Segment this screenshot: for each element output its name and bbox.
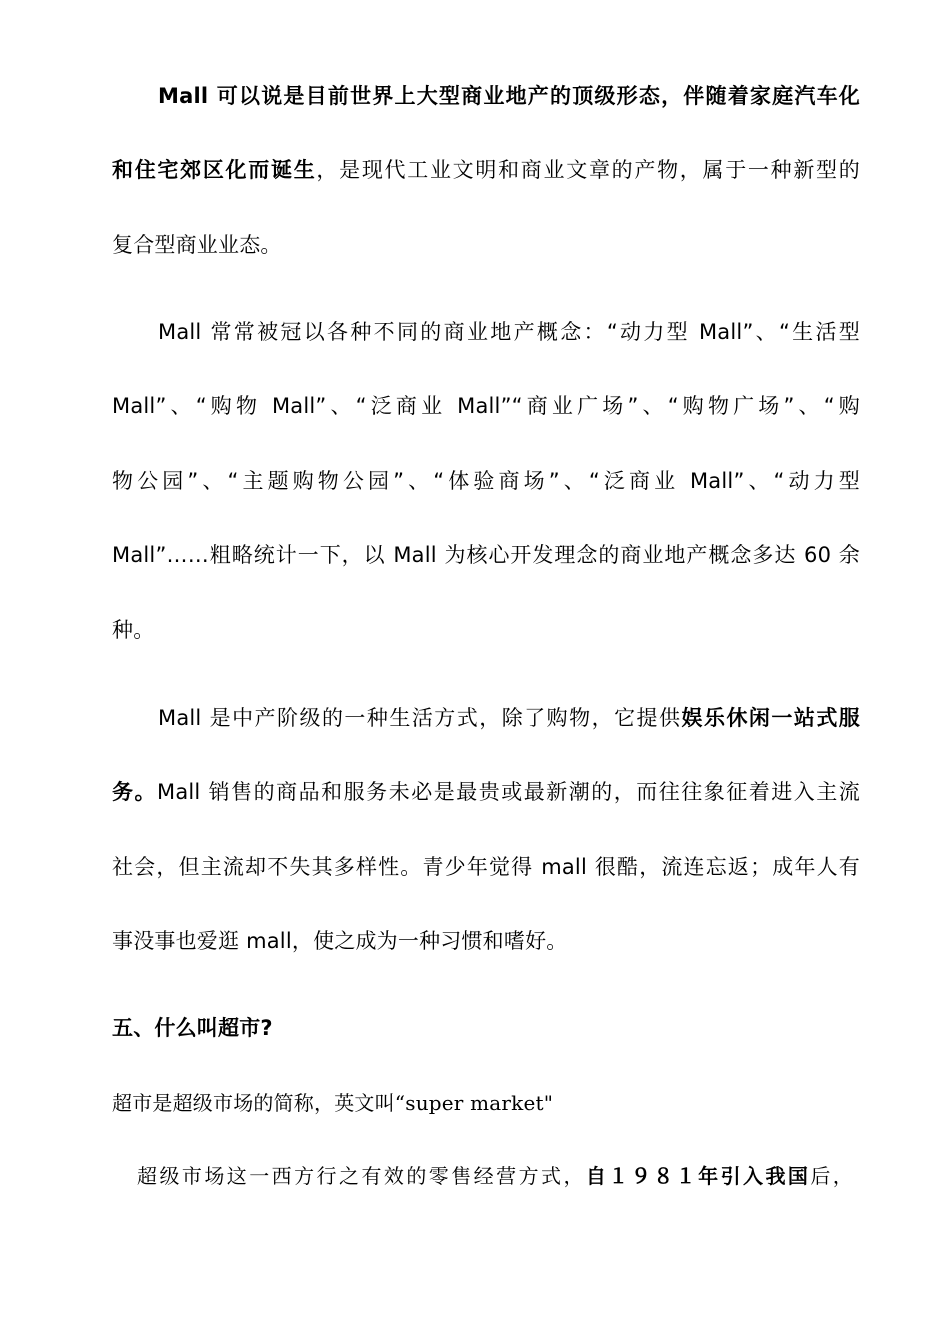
p3-line-2-bold: 务。 <box>112 780 158 804</box>
p5-line-1 <box>137 1161 853 1191</box>
p1-line-2-text: ，是现代工业文明和商业文章的产物，属于一种新型的 <box>316 158 860 182</box>
p5-line-1-text: 超级市场这一西方行之有效的零售经营方式， <box>137 1164 586 1188</box>
p2-line-4: Mall”……粗略统计一下，以 Mall 为核心开发理念的商业地产概念多达 60 余 <box>112 543 860 567</box>
p2-line-3: 物公园”、“主题购物公园”、“体验商场”、“泛商业 Mall”、“动力型 <box>112 469 860 493</box>
p2-line-2: Mall”、“购物 Mall”、“泛商业 Mall”“商业广场”、“购物广场”、“购 <box>112 394 860 418</box>
p1-line-2-bold: 和住宅郊区化而诞生 <box>112 158 317 182</box>
p1-line-2 <box>112 155 860 185</box>
p2-line-5: 种。 <box>112 618 155 642</box>
p3-line-3: 社会，但主流却不失其多样性。青少年觉得 mall 很酷，流连忘返；成年人有 <box>112 855 860 879</box>
p2-line-1: Mall 常常被冠以各种不同的商业地产概念：“动力型 Mall”、“生活型 <box>158 320 860 344</box>
p3-line-2 <box>112 777 860 807</box>
p3-line-1-bold: 娱乐休闲一站式服 <box>681 706 860 730</box>
p3-line-2-text: Mall 销售的商品和服务未必是最贵或最新潮的，而往往象征着进入主流 <box>157 780 860 804</box>
p1-line-3: 复合型商业业态。 <box>112 233 282 257</box>
p5-line-1-end: 后， <box>810 1164 854 1188</box>
p3-line-4: 事没事也爱逛 mall，使之成为一种习惯和嗜好。 <box>112 929 568 953</box>
p3-line-1-text: Mall 是中产阶级的一种生活方式，除了购物，它提供 <box>158 706 682 730</box>
section-heading: 五、什么叫超市? <box>112 1016 273 1040</box>
p5-line-1-bold: 自１９８１年引入我国 <box>585 1164 811 1188</box>
p3-line-1 <box>158 703 860 733</box>
p1-line-1-bold: Mall 可以说是目前世界上大型商业地产的顶级形态，伴随着家庭汽车化 <box>158 84 860 108</box>
p1-line-1 <box>158 81 860 111</box>
p4-line-1: 超市是超级市场的简称，英文叫“super market" <box>112 1091 554 1115</box>
